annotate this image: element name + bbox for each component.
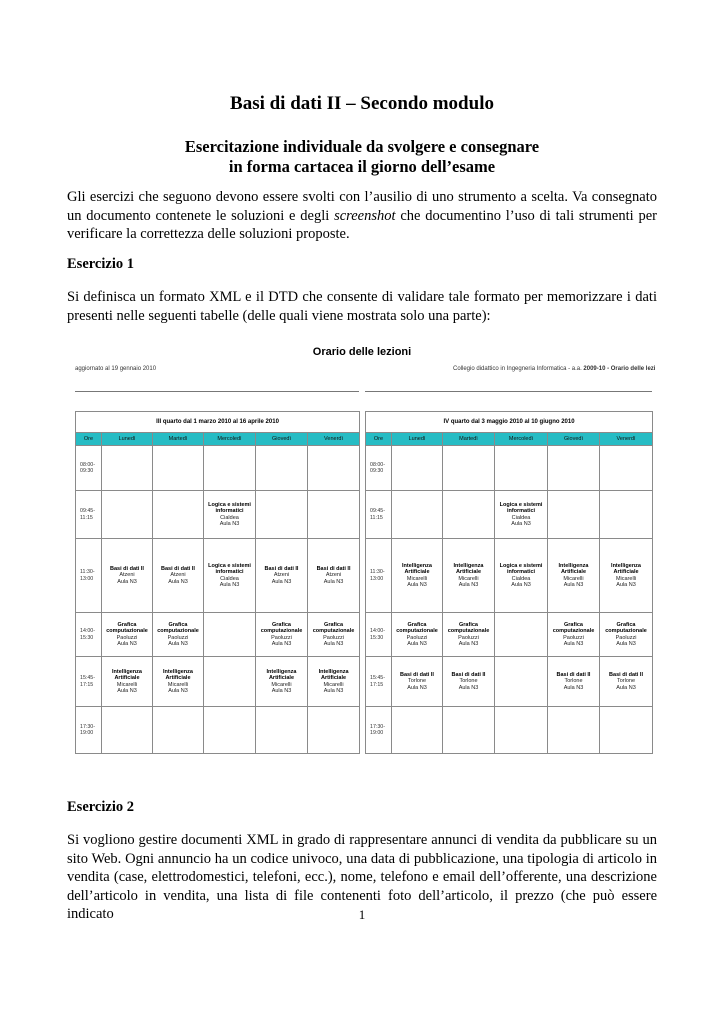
room-name: Aula N3 <box>168 640 188 647</box>
empty-cell <box>495 613 548 657</box>
room-name: Aula N3 <box>407 640 427 647</box>
timetable-row <box>366 446 653 491</box>
room-name: Aula N3 <box>407 684 427 691</box>
room-name: Aula N3 <box>168 578 188 585</box>
room-name: Aula N3 <box>323 687 344 694</box>
course-name: Intelligenza <box>558 562 589 569</box>
room-name: Aula N3 <box>323 578 344 585</box>
quarter-header-row <box>76 412 360 433</box>
empty-cell <box>392 707 443 754</box>
timetable-row <box>366 707 653 754</box>
lecturer-name: Micarelli <box>406 575 428 582</box>
timetable-row <box>366 613 653 657</box>
document-subtitle <box>0 137 724 177</box>
timetable-row <box>366 539 653 613</box>
empty-cell <box>600 707 653 754</box>
course-name: computazionale <box>605 628 647 635</box>
document-title: Basi di dati II – Secondo modulo <box>230 93 494 114</box>
time-slot-text: 15:30 <box>80 634 94 641</box>
quarter-header-row <box>366 412 653 433</box>
lecturer-name: Atzeni <box>119 572 135 579</box>
day-header: Venerdì <box>600 433 653 446</box>
time-slot <box>366 613 392 657</box>
empty-cell <box>204 446 256 491</box>
course-name: computazionale <box>157 628 199 635</box>
lesson-cell <box>308 539 360 613</box>
course-name: Artificiale <box>455 569 482 576</box>
lecturer-name: Cialdea <box>511 575 531 582</box>
figure-rule-left <box>75 391 359 392</box>
exercise-2-heading: Esercizio 2 <box>67 799 134 815</box>
course-name: Artificiale <box>404 569 430 576</box>
time-slot <box>366 707 392 754</box>
course-name: informatici <box>215 569 244 576</box>
empty-cell <box>102 707 153 754</box>
lesson-cell <box>256 657 308 707</box>
empty-cell <box>256 707 308 754</box>
empty-cell <box>443 707 495 754</box>
intro-text-a: Gli esercizi che seguono devono essere svolti con l’ausilio di uno strumento a scelta. Va consegnato un documento contenete le soluzioni e degli <box>67 189 657 224</box>
course-name: Grafica <box>564 621 583 628</box>
empty-cell <box>548 491 600 539</box>
lecturer-name: Cialdea <box>220 514 239 521</box>
lecturer-name: Paoluzzi <box>167 634 189 641</box>
time-slot-text: 17:15 <box>370 681 384 688</box>
course-name: Logica e sistemi <box>208 562 251 569</box>
time-slot <box>366 539 392 613</box>
empty-cell <box>153 707 204 754</box>
lecturer-name: Cialdea <box>511 514 531 521</box>
empty-cell <box>495 446 548 491</box>
timetable-row <box>366 491 653 539</box>
empty-cell <box>153 491 204 539</box>
room-name: Aula N3 <box>271 687 292 694</box>
lesson-cell <box>495 491 548 539</box>
time-slot <box>76 539 102 613</box>
lesson-cell <box>204 539 256 613</box>
day-header: Giovedì <box>548 433 600 446</box>
figure-rule-right <box>365 391 652 392</box>
lecturer-name: Torlone <box>407 678 427 685</box>
lecturer-name: Paoluzzi <box>406 634 428 641</box>
empty-cell <box>204 657 256 707</box>
lecturer-name: Micarelli <box>615 575 637 582</box>
day-header-row <box>76 433 360 446</box>
course-name: Grafica <box>616 621 636 628</box>
lesson-cell <box>548 613 600 657</box>
room-name: Aula N3 <box>407 581 427 588</box>
course-name: Intelligenza <box>611 562 641 569</box>
empty-cell <box>548 707 600 754</box>
lesson-cell <box>495 539 548 613</box>
lesson-cell <box>256 539 308 613</box>
empty-cell <box>495 657 548 707</box>
course-name: Intelligenza <box>453 562 484 569</box>
subtitle-line-2: in forma cartacea il giorno dell’esame <box>228 157 496 176</box>
lesson-cell <box>443 657 495 707</box>
empty-cell <box>256 446 308 491</box>
timetable-row <box>76 491 360 539</box>
course-name: computazionale <box>552 628 595 635</box>
time-slot-text: 19:00 <box>370 730 384 736</box>
lesson-cell <box>308 657 360 707</box>
course-name: Intelligenza <box>402 562 432 569</box>
course-name: Grafica <box>324 621 344 628</box>
timetable-fourth-quarter <box>365 411 653 754</box>
timetable-row <box>76 707 360 754</box>
course-name: Basi di dati II <box>556 672 591 679</box>
course-name: Grafica <box>459 621 478 628</box>
course-name: Basi di dati II <box>316 566 351 573</box>
intro-text-b: che documentino l’uso di tali strumenti per verificare la correttezza delle soluzioni proposte. <box>67 207 657 242</box>
course-name: informatici <box>215 508 244 515</box>
time-slot <box>76 491 102 539</box>
lecturer-name: Paoluzzi <box>323 634 344 641</box>
course-name: informatici <box>506 508 536 515</box>
timetable-third-quarter <box>75 411 360 754</box>
figure-title: Orario delle lezioni <box>312 346 412 358</box>
room-name: Aula N3 <box>458 684 479 691</box>
timetable-row <box>76 446 360 491</box>
course-name: Basi di dati II <box>161 566 195 573</box>
lesson-cell <box>102 539 153 613</box>
exercise-1-text: Si definisca un formato XML e il DTD che consente di validare tale formato per memorizzare i dati presenti nelle seguenti tabelle (delle quali viene mostrata solo una parte): <box>67 289 657 324</box>
quarter-label: III quarto dal 1 marzo 2010 al 16 aprile 2010 <box>76 412 360 433</box>
time-slot-text: 11:30- <box>80 569 95 575</box>
course-name: Artificiale <box>560 569 587 576</box>
course-name: Basi di dati II <box>110 566 144 573</box>
course-name: informatici <box>506 569 536 576</box>
day-header: Martedì <box>153 433 204 446</box>
room-name: Aula N3 <box>563 684 584 691</box>
empty-cell <box>392 491 443 539</box>
lecturer-name: Micarelli <box>116 681 138 688</box>
lesson-cell <box>392 657 443 707</box>
course-name: computazionale <box>447 628 490 635</box>
room-name: Aula N3 <box>271 640 292 647</box>
lesson-cell <box>548 657 600 707</box>
room-name: Aula N3 <box>511 520 531 527</box>
lecturer-name: Torlone <box>459 678 478 685</box>
quarter-label: IV quarto dal 3 maggio 2010 al 10 giugno 2010 <box>366 412 653 433</box>
lecturer-name: Paoluzzi <box>116 634 138 641</box>
course-name: Basi di dati II <box>609 672 643 679</box>
time-slot <box>76 613 102 657</box>
exercise-1-heading: Esercizio 1 <box>67 256 134 272</box>
empty-cell <box>204 613 256 657</box>
empty-cell <box>443 491 495 539</box>
time-slot <box>366 446 392 491</box>
course-name: Basi di dati II <box>264 566 299 573</box>
time-slot-text: 15:45- <box>370 675 386 681</box>
time-slot-text: 09:45- <box>80 508 96 514</box>
time-slot-text: 13:00 <box>370 575 384 582</box>
course-name: Artificiale <box>114 675 140 682</box>
course-name: Basi di dati II <box>451 672 486 679</box>
time-slot-text: 11:15 <box>370 514 383 521</box>
course-name: Grafica <box>407 621 427 628</box>
timetable-row <box>366 657 653 707</box>
time-slot <box>76 657 102 707</box>
lecturer-name: Micarelli <box>458 575 479 582</box>
room-name: Aula N3 <box>219 520 240 527</box>
lesson-cell <box>153 657 204 707</box>
time-slot-text: 09:30 <box>80 468 94 474</box>
empty-cell <box>600 446 653 491</box>
time-slot <box>366 491 392 539</box>
course-name: computazionale <box>312 628 355 635</box>
time-slot-text: 13:00 <box>80 575 94 582</box>
lesson-cell <box>600 539 653 613</box>
time-slot <box>366 657 392 707</box>
empty-cell <box>102 491 153 539</box>
timetable-row <box>76 539 360 613</box>
empty-cell <box>204 707 256 754</box>
time-slot-text: 19:00 <box>80 730 94 736</box>
room-name: Aula N3 <box>563 581 584 588</box>
time-slot-text: 11:30- <box>370 569 385 575</box>
day-header: Ore <box>366 433 392 446</box>
figure-college-note <box>453 366 655 372</box>
lecturer-name: Micarelli <box>167 681 189 688</box>
empty-cell <box>495 707 548 754</box>
course-name: Basi di dati II <box>400 672 434 679</box>
time-slot-text: 17:30- <box>370 723 386 730</box>
day-header: Lunedì <box>392 433 443 446</box>
course-name: Grafica <box>168 621 188 628</box>
course-name: Intelligenza <box>266 668 297 675</box>
empty-cell <box>443 446 495 491</box>
empty-cell <box>392 446 443 491</box>
lesson-cell <box>548 539 600 613</box>
lesson-cell <box>256 613 308 657</box>
time-slot-text: 15:30 <box>370 634 384 641</box>
lesson-cell <box>443 539 495 613</box>
room-name: Aula N3 <box>458 640 479 647</box>
room-name: Aula N3 <box>117 687 137 694</box>
course-name: computazionale <box>106 628 148 635</box>
lecturer-name: Atzeni <box>170 572 186 579</box>
lesson-cell <box>308 613 360 657</box>
lesson-cell <box>600 657 653 707</box>
room-name: Aula N3 <box>458 581 479 588</box>
time-slot-text: 15:45- <box>80 675 96 681</box>
course-name: computazionale <box>260 628 303 635</box>
course-name: Logica e sistemi <box>499 562 543 569</box>
lesson-cell <box>443 613 495 657</box>
empty-cell <box>308 491 360 539</box>
lecturer-name: Atzeni <box>325 572 342 579</box>
lesson-cell <box>392 613 443 657</box>
room-name: Aula N3 <box>323 640 344 647</box>
time-slot <box>76 707 102 754</box>
time-slot-text: 09:45- <box>370 508 386 514</box>
course-name: Intelligenza <box>112 668 142 675</box>
time-slot-text: 09:30 <box>370 468 384 474</box>
course-name: Artificiale <box>165 675 191 682</box>
lecturer-name: Paoluzzi <box>458 634 479 641</box>
lesson-cell <box>600 613 653 657</box>
subtitle-line-1: Esercitazione individuale da svolgere e consegnare <box>184 137 540 156</box>
room-name: Aula N3 <box>271 578 292 585</box>
lecturer-name: Torlone <box>617 678 636 685</box>
lesson-cell <box>102 657 153 707</box>
lecturer-name: Paoluzzi <box>615 634 637 641</box>
lecturer-name: Cialdea <box>220 575 239 582</box>
time-slot-text: 08:00- <box>370 461 386 468</box>
time-slot-text: 11:15 <box>80 514 93 521</box>
lecturer-name: Paoluzzi <box>563 634 584 641</box>
lesson-cell <box>153 539 204 613</box>
page-number: 1 <box>358 907 366 922</box>
room-name: Aula N3 <box>168 687 188 694</box>
empty-cell <box>308 707 360 754</box>
course-name: Logica e sistemi <box>499 501 543 508</box>
lecturer-name: Micarelli <box>323 681 344 688</box>
timetable-row <box>76 657 360 707</box>
lecturer-name: Micarelli <box>271 681 292 688</box>
day-header: Giovedì <box>256 433 308 446</box>
course-name: Grafica <box>117 621 137 628</box>
time-slot <box>76 446 102 491</box>
room-name: Aula N3 <box>219 581 240 588</box>
course-name: computazionale <box>396 628 438 635</box>
day-header: Martedì <box>443 433 495 446</box>
course-name: Intelligenza <box>318 668 349 675</box>
timetable-row <box>76 613 360 657</box>
time-slot-text: 17:15 <box>80 681 94 688</box>
course-name: Logica e sistemi <box>208 501 251 508</box>
empty-cell <box>102 446 153 491</box>
time-slot-text: 17:30- <box>80 723 96 730</box>
course-name: Artificiale <box>268 675 295 682</box>
room-name: Aula N3 <box>511 581 531 588</box>
lecturer-name: Paoluzzi <box>271 634 292 641</box>
day-header: Mercoledì <box>495 433 548 446</box>
room-name: Aula N3 <box>117 640 137 647</box>
lecturer-name: Torlone <box>564 678 583 685</box>
room-name: Aula N3 <box>616 581 636 588</box>
intro-italic: screenshot <box>334 207 396 224</box>
course-name: Intelligenza <box>163 668 193 675</box>
time-slot-text: 14:00- <box>80 628 96 634</box>
lecturer-name: Micarelli <box>563 575 584 582</box>
empty-cell <box>256 491 308 539</box>
empty-cell <box>153 446 204 491</box>
intro-paragraph <box>67 188 657 244</box>
room-name: Aula N3 <box>117 578 137 585</box>
day-header-row <box>366 433 653 446</box>
room-name: Aula N3 <box>563 640 584 647</box>
room-name: Aula N3 <box>616 640 636 647</box>
exercise-2-text: Si vogliono gestire documenti XML in grado di rappresentare annunci di vendita da pubblicare su un sito Web. Ogni annuncio ha un codice univoco, una data di pubblicazione, una tipologia di articolo in vendita (case, elettrodomestici, telefoni, ecc.), nome, telefono e email dell’offerente, una descrizione dell’articolo in vendita, una lista di file contenenti foto dell’articolo, il prezzo (che può essere indicato <box>67 832 657 922</box>
lesson-cell <box>204 491 256 539</box>
empty-cell <box>308 446 360 491</box>
day-header: Lunedì <box>102 433 153 446</box>
course-name: Grafica <box>272 621 291 628</box>
college-note-bold: 2009-10 - Orario delle lezi <box>583 366 656 372</box>
day-header: Venerdì <box>308 433 360 446</box>
day-header: Mercoledì <box>204 433 256 446</box>
time-slot-text: 14:00- <box>370 628 386 634</box>
day-header: Ore <box>76 433 102 446</box>
empty-cell <box>548 446 600 491</box>
time-slot-text: 08:00- <box>80 461 96 468</box>
room-name: Aula N3 <box>616 684 636 691</box>
college-note-prefix: Collegio didattico in Ingegneria Informatica - a.a. <box>453 366 584 372</box>
empty-cell <box>600 491 653 539</box>
lesson-cell <box>153 613 204 657</box>
figure-update-note: aggiornato al 19 gennaio 2010 <box>75 366 157 372</box>
course-name: Artificiale <box>321 675 347 682</box>
lesson-cell <box>392 539 443 613</box>
course-name: Artificiale <box>613 569 639 576</box>
lecturer-name: Atzeni <box>273 572 290 579</box>
lesson-cell <box>102 613 153 657</box>
